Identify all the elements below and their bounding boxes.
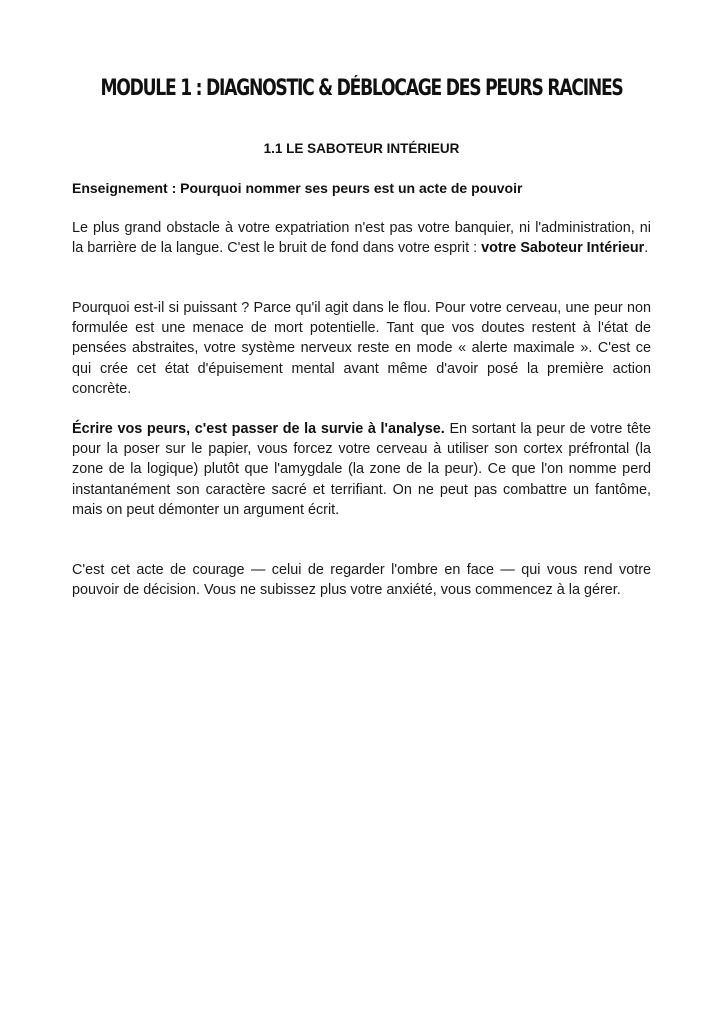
paragraph-1-text: Le plus grand obstacle à votre expatriation n'est pas votre banquier, ni l'administration, ni la barrière de la langue. C'est le bruit de fond dans votre esprit : — [72, 220, 651, 257]
module-title: MODULE 1 : DIAGNOSTIC & DÉBLOCAGE DES PEURS RACINES — [100, 76, 623, 101]
paragraph-3-bold: Écrire vos peurs, c'est passer de la survie à l'analyse. — [72, 421, 445, 437]
paragraph-1-bold: votre Saboteur Intérieur — [481, 240, 645, 257]
paragraph-1 — [72, 218, 651, 258]
paragraph-3-text: En sortant la peur de votre tête pour la poser sur le papier, vous forcez votre cerveau à utiliser son cortex préfrontal (la zone de la logique) plutôt que l'amygdale (la zone de la peur). Ce que l'on nomme perd instantanément son caractère sacré et terrifiant. On ne peut pas combattre un fantôme, mais on peut démonter un argument écrit. — [72, 421, 651, 518]
paragraph-4 — [72, 560, 651, 600]
paragraph-2 — [72, 298, 651, 399]
teaching-subheading: Enseignement : Pourquoi nommer ses peurs est un acte de pouvoir — [72, 180, 523, 196]
paragraph-1-end: . — [644, 240, 649, 257]
section-title: 1.1 LE SABOTEUR INTÉRIEUR — [263, 141, 460, 156]
paragraph-2-text: Pourquoi est-il si puissant ? Parce qu'il agit dans le flou. Pour votre cerveau, une peur non formulée est une menace de mort potentielle. Tant que vos doutes restent à l'état de pensées abstraites, votre système nerveux reste en mode « alerte maximale ». C'est ce qui crée cet état d'épuisement mental avant même d'avoir posé la première action concrète. — [72, 300, 651, 397]
paragraph-4-text: C'est cet acte de courage — celui de regarder l'ombre en face — qui vous rend votre pouvoir de décision. Vous ne subissez plus votre anxiété, vous commencez à la gérer. — [72, 562, 651, 599]
paragraph-3 — [72, 419, 651, 520]
